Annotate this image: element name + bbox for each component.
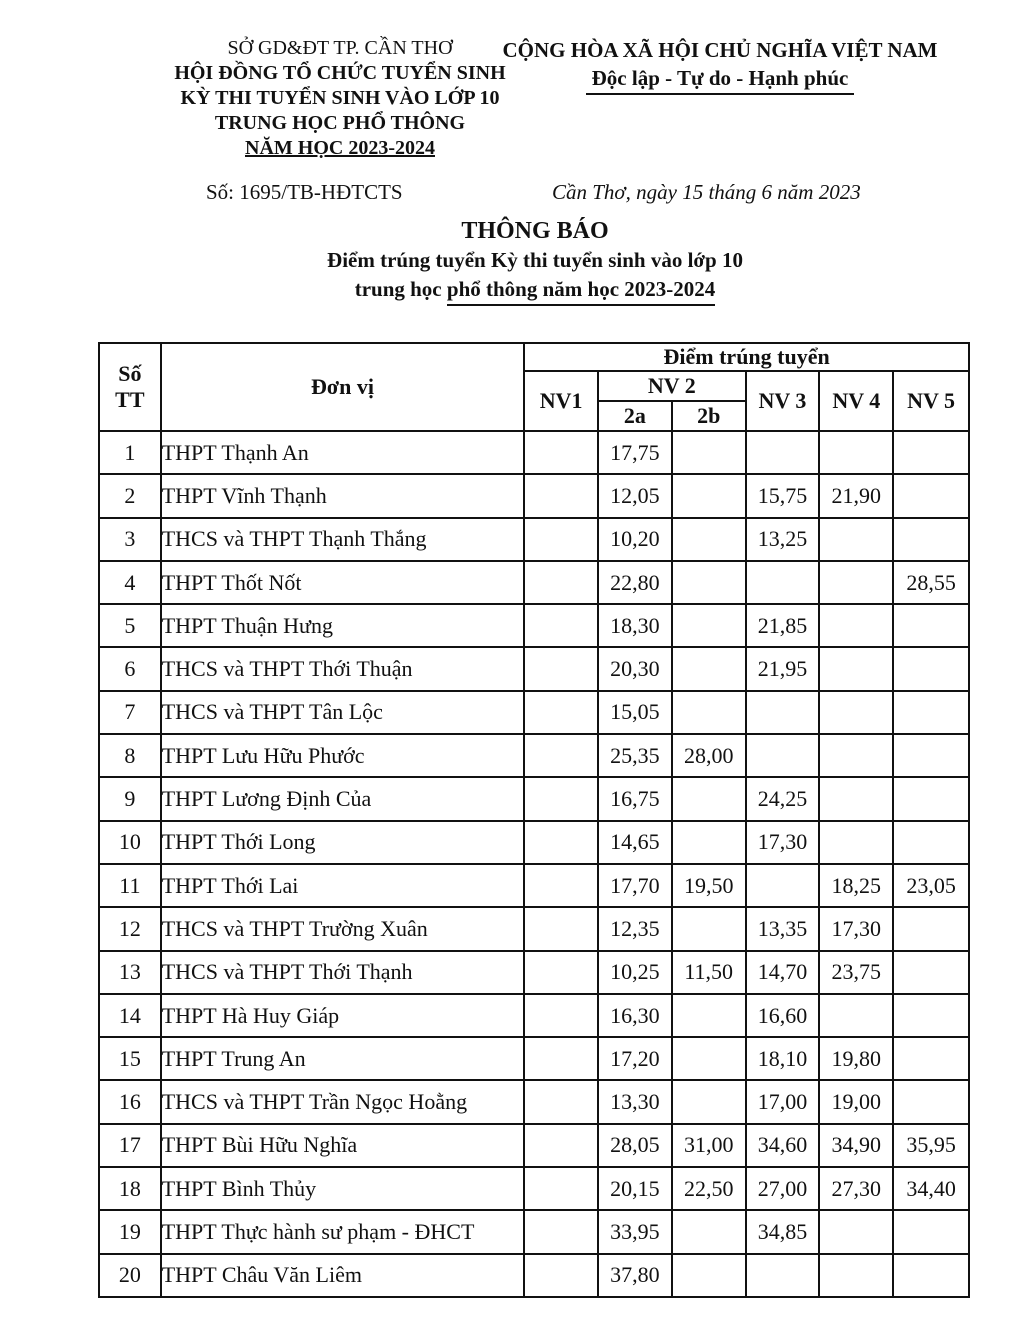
title-line-2-start: trung học	[354, 277, 447, 301]
cell-unit: THCS và THPT Thới Thuận	[161, 647, 525, 690]
header-nv5: NV 5	[893, 371, 969, 431]
cell-unit: THPT Châu Văn Liêm	[161, 1254, 525, 1297]
cell-nv2b	[672, 1037, 746, 1080]
cell-nv3: 14,70	[746, 951, 820, 994]
cell-nv2a: 12,05	[598, 474, 672, 517]
cell-nv3	[746, 561, 820, 604]
cell-unit: THPT Thạnh An	[161, 431, 525, 474]
cell-nv2b	[672, 474, 746, 517]
table-row	[99, 474, 969, 517]
cell-nv1	[524, 474, 598, 517]
cell-nv2a: 28,05	[598, 1124, 672, 1167]
cell-nv2a: 15,05	[598, 691, 672, 734]
cell-nv2a: 12,35	[598, 907, 672, 950]
cell-nv1	[524, 1167, 598, 1210]
cell-unit: THPT Thuận Hưng	[161, 604, 525, 647]
cell-nv2a: 22,80	[598, 561, 672, 604]
cell-nv3: 17,30	[746, 821, 820, 864]
cell-nv5	[893, 604, 969, 647]
cell-nv2b	[672, 821, 746, 864]
title-main: THÔNG BÁO	[461, 218, 609, 244]
cell-nv5	[893, 994, 969, 1037]
issuer-line-3: KỲ THI TUYỂN SINH VÀO LỚP 10	[180, 87, 500, 109]
cell-nv5	[893, 734, 969, 777]
cell-nv4	[819, 518, 893, 561]
cell-nv1	[524, 734, 598, 777]
cell-nv2a: 16,75	[598, 777, 672, 820]
cell-nv5: 23,05	[893, 864, 969, 907]
cell-stt: 3	[99, 518, 161, 561]
cell-nv4	[819, 994, 893, 1037]
cell-nv4: 18,25	[819, 864, 893, 907]
cell-unit: THCS và THPT Trường Xuân	[161, 907, 525, 950]
admission-scores-table	[98, 342, 970, 1298]
cell-nv4	[819, 1210, 893, 1253]
cell-nv5	[893, 951, 969, 994]
cell-nv4	[819, 604, 893, 647]
cell-nv5	[893, 821, 969, 864]
header-nv4: NV 4	[819, 371, 893, 431]
cell-nv5: 35,95	[893, 1124, 969, 1167]
cell-nv2b	[672, 1080, 746, 1123]
cell-unit: THCS và THPT Thạnh Thắng	[161, 518, 525, 561]
cell-nv3: 34,85	[746, 1210, 820, 1253]
cell-nv2a: 20,15	[598, 1167, 672, 1210]
cell-stt: 9	[99, 777, 161, 820]
cell-nv5	[893, 431, 969, 474]
cell-nv4: 21,90	[819, 474, 893, 517]
cell-stt: 10	[99, 821, 161, 864]
cell-nv1	[524, 864, 598, 907]
cell-nv3	[746, 431, 820, 474]
cell-nv4	[819, 431, 893, 474]
cell-nv3: 34,60	[746, 1124, 820, 1167]
cell-nv2b	[672, 1254, 746, 1297]
cell-nv5	[893, 647, 969, 690]
cell-nv1	[524, 1254, 598, 1297]
table-row	[99, 864, 969, 907]
header-nv3: NV 3	[746, 371, 820, 431]
cell-nv3: 16,60	[746, 994, 820, 1037]
cell-nv2a: 10,25	[598, 951, 672, 994]
table-row	[99, 821, 969, 864]
cell-nv2b	[672, 1210, 746, 1253]
cell-nv4: 27,30	[819, 1167, 893, 1210]
cell-nv3	[746, 864, 820, 907]
cell-nv2b: 22,50	[672, 1167, 746, 1210]
cell-stt: 16	[99, 1080, 161, 1123]
country-name: CỘNG HÒA XÃ HỘI CHỦ NGHĨA VIỆT NAM	[502, 38, 938, 62]
cell-nv3: 21,85	[746, 604, 820, 647]
cell-unit: THPT Vĩnh Thạnh	[161, 474, 525, 517]
table-row	[99, 734, 969, 777]
issuer-line-4: TRUNG HỌC PHỔ THÔNG	[214, 112, 466, 134]
header-unit: Đơn vị	[161, 343, 525, 431]
cell-nv1	[524, 604, 598, 647]
cell-unit: THPT Thốt Nốt	[161, 561, 525, 604]
table-row	[99, 561, 969, 604]
cell-nv4: 17,30	[819, 907, 893, 950]
cell-nv1	[524, 647, 598, 690]
cell-nv3	[746, 1254, 820, 1297]
cell-nv5: 34,40	[893, 1167, 969, 1210]
header-nv1: NV1	[524, 371, 598, 431]
table-row	[99, 907, 969, 950]
cell-nv2b: 31,00	[672, 1124, 746, 1167]
cell-nv2a: 10,20	[598, 518, 672, 561]
header-nv2: NV 2	[598, 371, 746, 401]
issuer-line-5: NĂM HỌC 2023-2024	[245, 137, 435, 159]
cell-nv3: 13,25	[746, 518, 820, 561]
cell-stt: 12	[99, 907, 161, 950]
document-number: Số: 1695/TB-HĐTCTS	[206, 180, 403, 204]
cell-unit: THPT Bùi Hữu Nghĩa	[161, 1124, 525, 1167]
table-row	[99, 951, 969, 994]
cell-nv3: 21,95	[746, 647, 820, 690]
cell-nv4: 34,90	[819, 1124, 893, 1167]
cell-nv2a: 13,30	[598, 1080, 672, 1123]
cell-nv4	[819, 777, 893, 820]
cell-stt: 13	[99, 951, 161, 994]
cell-nv1	[524, 1124, 598, 1167]
header-stt: Số TT	[99, 343, 161, 431]
cell-nv2a: 20,30	[598, 647, 672, 690]
cell-stt: 2	[99, 474, 161, 517]
cell-unit: THPT Thực hành sư phạm - ĐHCT	[161, 1210, 525, 1253]
table-row	[99, 1167, 969, 1210]
cell-nv3: 18,10	[746, 1037, 820, 1080]
table-row	[99, 431, 969, 474]
cell-nv2a: 14,65	[598, 821, 672, 864]
cell-nv2b	[672, 691, 746, 734]
cell-nv1	[524, 691, 598, 734]
cell-nv5	[893, 474, 969, 517]
national-motto: Độc lập - Tự do - Hạnh phúc	[586, 64, 855, 95]
cell-nv1	[524, 431, 598, 474]
table-row	[99, 1037, 969, 1080]
cell-nv5	[893, 1080, 969, 1123]
cell-nv4: 19,80	[819, 1037, 893, 1080]
cell-unit: THPT Lương Định Của	[161, 777, 525, 820]
cell-nv3	[746, 691, 820, 734]
cell-nv4	[819, 821, 893, 864]
cell-stt: 18	[99, 1167, 161, 1210]
cell-nv2b	[672, 431, 746, 474]
cell-nv1	[524, 518, 598, 561]
cell-nv2a: 33,95	[598, 1210, 672, 1253]
cell-unit: THPT Thới Long	[161, 821, 525, 864]
cell-stt: 15	[99, 1037, 161, 1080]
cell-unit: THPT Lưu Hữu Phước	[161, 734, 525, 777]
cell-nv2b: 11,50	[672, 951, 746, 994]
cell-nv2b: 19,50	[672, 864, 746, 907]
table-row	[99, 604, 969, 647]
cell-stt: 7	[99, 691, 161, 734]
cell-nv2b	[672, 907, 746, 950]
cell-nv2a: 17,20	[598, 1037, 672, 1080]
cell-nv1	[524, 907, 598, 950]
cell-nv2a: 18,30	[598, 604, 672, 647]
cell-nv4: 23,75	[819, 951, 893, 994]
cell-nv5: 28,55	[893, 561, 969, 604]
cell-nv3	[746, 734, 820, 777]
cell-stt: 14	[99, 994, 161, 1037]
table-row	[99, 1254, 969, 1297]
issuer-line-1: SỞ GD&ĐT TP. CẦN THƠ	[227, 37, 453, 59]
cell-unit: THPT Hà Huy Giáp	[161, 994, 525, 1037]
cell-nv3: 13,35	[746, 907, 820, 950]
cell-nv4	[819, 1254, 893, 1297]
table-row	[99, 994, 969, 1037]
cell-nv2b: 28,00	[672, 734, 746, 777]
cell-nv2b	[672, 561, 746, 604]
cell-nv1	[524, 821, 598, 864]
announcement-title	[200, 216, 870, 306]
cell-nv2b	[672, 994, 746, 1037]
cell-nv4	[819, 691, 893, 734]
cell-nv1	[524, 1210, 598, 1253]
cell-nv4: 19,00	[819, 1080, 893, 1123]
cell-unit: THPT Trung An	[161, 1037, 525, 1080]
cell-nv2b	[672, 604, 746, 647]
cell-nv5	[893, 1037, 969, 1080]
cell-stt: 8	[99, 734, 161, 777]
cell-stt: 1	[99, 431, 161, 474]
table-row	[99, 518, 969, 561]
issuer-line-2: HỘI ĐỒNG TỔ CHỨC TUYỂN SINH	[174, 62, 506, 84]
cell-nv2a: 17,70	[598, 864, 672, 907]
cell-nv2b	[672, 777, 746, 820]
cell-stt: 17	[99, 1124, 161, 1167]
cell-nv5	[893, 691, 969, 734]
cell-nv5	[893, 1210, 969, 1253]
cell-unit: THPT Thới Lai	[161, 864, 525, 907]
cell-nv3: 15,75	[746, 474, 820, 517]
cell-stt: 11	[99, 864, 161, 907]
table-row	[99, 1124, 969, 1167]
cell-stt: 4	[99, 561, 161, 604]
cell-nv4	[819, 647, 893, 690]
cell-unit: THPT Bình Thủy	[161, 1167, 525, 1210]
cell-nv5	[893, 1254, 969, 1297]
cell-nv4	[819, 734, 893, 777]
cell-nv3: 17,00	[746, 1080, 820, 1123]
cell-unit: THCS và THPT Tân Lộc	[161, 691, 525, 734]
header-nv2b: 2b	[672, 401, 746, 431]
document-date: Cần Thơ, ngày 15 tháng 6 năm 2023	[552, 180, 861, 204]
table-row	[99, 647, 969, 690]
cell-nv2a: 17,75	[598, 431, 672, 474]
header-nv2a: 2a	[598, 401, 672, 431]
cell-stt: 6	[99, 647, 161, 690]
cell-nv1	[524, 1080, 598, 1123]
cell-unit: THCS và THPT Trần Ngọc Hoằng	[161, 1080, 525, 1123]
national-header	[490, 36, 950, 95]
table-row	[99, 1080, 969, 1123]
cell-stt: 5	[99, 604, 161, 647]
cell-nv2a: 37,80	[598, 1254, 672, 1297]
cell-stt: 19	[99, 1210, 161, 1253]
title-line-2	[200, 275, 870, 306]
cell-nv1	[524, 994, 598, 1037]
cell-nv5	[893, 777, 969, 820]
cell-nv2b	[672, 647, 746, 690]
table-row	[99, 1210, 969, 1253]
cell-nv2a: 25,35	[598, 734, 672, 777]
cell-nv3: 24,25	[746, 777, 820, 820]
table-row	[99, 691, 969, 734]
cell-nv5	[893, 518, 969, 561]
cell-nv1	[524, 777, 598, 820]
cell-nv5	[893, 907, 969, 950]
cell-nv2b	[672, 518, 746, 561]
cell-nv1	[524, 561, 598, 604]
table-row	[99, 777, 969, 820]
cell-nv3: 27,00	[746, 1167, 820, 1210]
header-scores: Điểm trúng tuyển	[524, 343, 969, 371]
cell-stt: 20	[99, 1254, 161, 1297]
title-line-1: Điểm trúng tuyển Kỳ thi tuyển sinh vào lớp 10	[327, 248, 743, 272]
cell-nv4	[819, 561, 893, 604]
cell-nv2a: 16,30	[598, 994, 672, 1037]
cell-unit: THCS và THPT Thới Thạnh	[161, 951, 525, 994]
cell-nv1	[524, 951, 598, 994]
cell-nv1	[524, 1037, 598, 1080]
title-line-2-underlined: phổ thông năm học 2023-2024	[447, 275, 715, 306]
